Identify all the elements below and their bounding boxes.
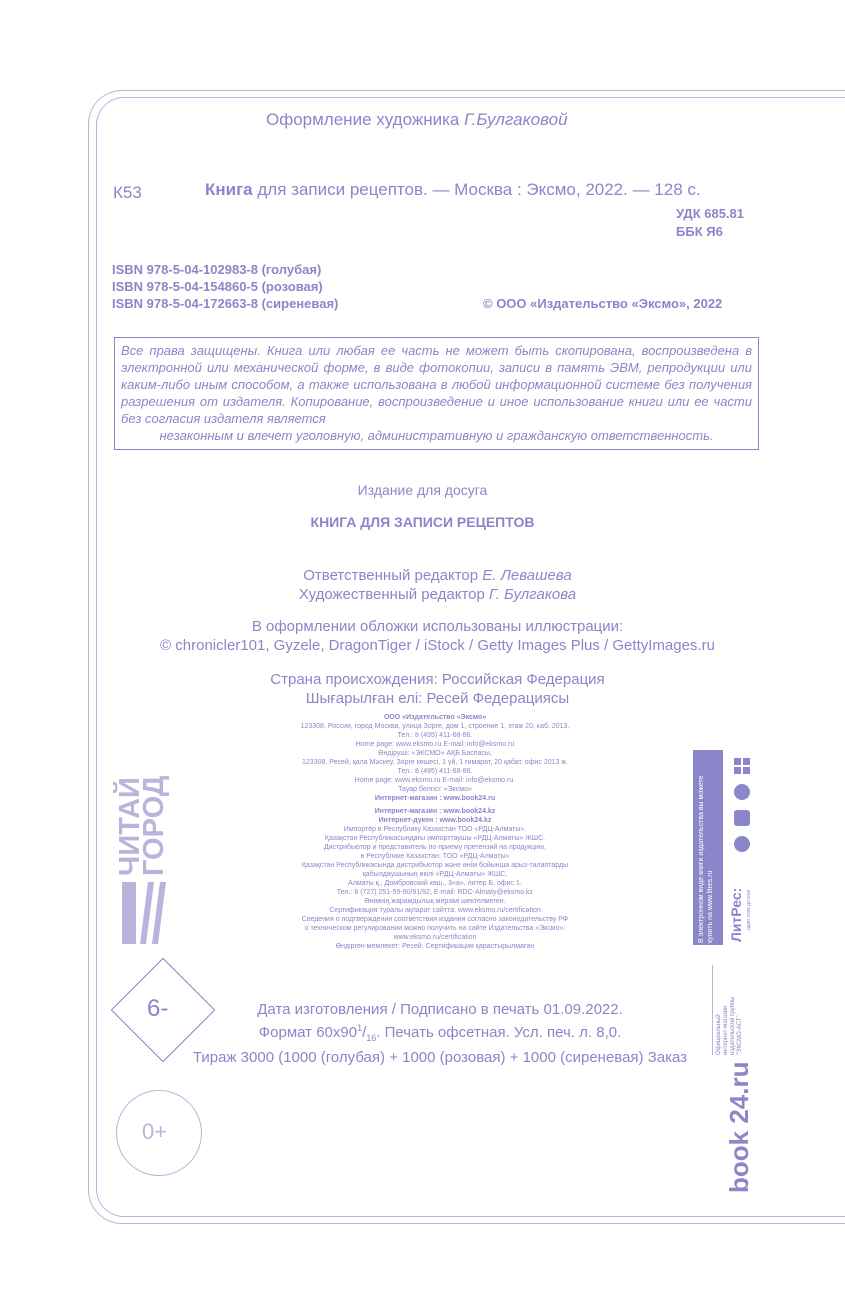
publisher-info-line: Өндіруші: «ЭКСМО» АҚБ Баспасы, bbox=[378, 750, 492, 757]
publisher-info-line: ООО «Издательство «Эксмо» bbox=[383, 714, 487, 721]
responsible-editor: Ответственный редактор Е. Левашева bbox=[303, 567, 572, 584]
book24-desc: Официальный интернет-магазин издательской группы "ЭКСМО-АСТ" bbox=[716, 996, 743, 1055]
publisher-info-line: Қазақстан Республикасында дистрибьютор және өнім бойынша арыз-талаптарды bbox=[301, 862, 569, 869]
book-title: КНИГА ДЛЯ ЗАПИСИ РЕЦЕПТОВ bbox=[310, 514, 535, 530]
age-rating-0: 0+ bbox=[142, 1119, 168, 1144]
publisher-info-line: Тел.: 8 (727) 251-59-90/91/92; E-mail: RDC-Almaty@eksmo.kz bbox=[336, 889, 534, 896]
book24-divider bbox=[712, 965, 713, 1055]
isbn-line: ISBN 978-5-04-102983-8 (голубая) bbox=[112, 262, 322, 277]
publisher-info-line: Өндірген мемлекет: Ресей. Сертификация қарастырылмаған bbox=[335, 943, 535, 950]
publisher-info-line: Тел.: 8 (495) 411-68-86. bbox=[397, 768, 473, 775]
publisher-info-line: www.eksmo.ru/certification bbox=[393, 934, 477, 941]
art-editor: Художественный редактор Г. Булгакова bbox=[298, 586, 577, 603]
chitai-gorod-logo bbox=[122, 882, 168, 944]
litres-text: В электронном виде книги издательства вы можете купить на www.litres.ru bbox=[698, 775, 714, 943]
blackberry-icon bbox=[734, 784, 750, 800]
print-info: Дата изготовления / Подписано в печать 01.09.2022. Формат $60х90^1/_{16}$. Печать офсетная. Усл. печ. л. 8,0. Тираж 3000 (1000 (голубая) + 1000 (розовая) + 1000 (сиреневая) Заказ bbox=[192, 1001, 688, 1066]
publisher-info-line: Алматы қ., Домбровский көш., 3«а», литер Б, офис 1. bbox=[348, 880, 522, 887]
publisher-info-line: Home page: www.eksmo.ru E-mail: info@eksmo.ru. bbox=[354, 777, 516, 784]
editors bbox=[0, 566, 845, 604]
publisher-info-line: Интернет-магазин : www.book24.ru bbox=[374, 795, 496, 802]
age-rating-6: 6- bbox=[147, 995, 169, 1022]
publisher-info-line: Интернет-дүкен : www.book24.kz bbox=[378, 817, 492, 824]
android-icon bbox=[734, 810, 750, 826]
publisher-info-line: Өнімнің жарамдылық мерзімі шектелмеген. bbox=[364, 898, 506, 905]
catalog-code: К53 bbox=[113, 183, 142, 202]
publisher-info-line: Импортёр в Республику Казахстан ТОО «РДЦ-Алматы». bbox=[343, 826, 527, 833]
apple-icon bbox=[734, 836, 750, 852]
publisher-info-line: 123308, Ресей, қала Мәскеу, Зорге көшесі, 1 үй, 1 ғимарат, 20 қабат, офис 2013 ж. bbox=[302, 759, 568, 766]
illustrations: В оформлении обложки использованы иллюстрации: © chronicler101, Gyzele, DragonTiger / iStock / Getty Images Plus / GettyImages.ru bbox=[160, 618, 715, 654]
publisher-info-line: в Республике Казахстан: ТОО «РДЦ-Алматы» bbox=[360, 853, 510, 860]
udk: УДК 685.81 bbox=[676, 206, 744, 221]
publisher-info-line: Сведения о подтверждении соответствия издания согласно законодательству РФ bbox=[301, 916, 569, 923]
designer-credit: Оформление художника Г.Булгаковой bbox=[266, 110, 568, 129]
publisher-info bbox=[240, 713, 630, 951]
isbn-line: ISBN 978-5-04-154860-5 (розовая) bbox=[112, 279, 323, 294]
catalog-title: Книга для записи рецептов. — Москва : Эксмо, 2022. — 128 с. bbox=[205, 180, 701, 199]
litres-brand: ЛитРес: bbox=[728, 887, 744, 942]
litres-slogan: один клик до книг bbox=[746, 889, 752, 930]
isbn-block bbox=[112, 261, 338, 312]
windows-icon bbox=[734, 758, 750, 774]
copyright: © ООО «Издательство «Эксмо», 2022 bbox=[483, 296, 723, 311]
publisher-info-line: Интернет-магазин : www.book24.kz bbox=[374, 808, 496, 815]
publisher-info-line: Сертификация туралы ақпарат сайтта: www.eksmo.ru/certification bbox=[329, 907, 541, 914]
publisher-info-line: о техническом регулировании можно получить на сайте Издательства «Эксмо»: bbox=[304, 925, 566, 932]
bbk: ББК Я6 bbox=[676, 224, 723, 239]
isbn-line: ISBN 978-5-04-172663-8 (сиреневая) bbox=[112, 296, 339, 311]
chitai-gorod-mark-icon bbox=[122, 882, 168, 944]
publisher-info-line: Тел.: 8 (495) 411-68-86. bbox=[397, 732, 473, 739]
edition-type: Издание для досуга bbox=[357, 482, 488, 498]
publisher-info-line: 123308, Россия, город Москва, улица Зорге, дом 1, строение 1, этаж 20, каб. 2013. bbox=[300, 723, 570, 730]
publisher-info-line: Дистрибьютор и представитель по приему претензий на продукцию, bbox=[323, 844, 547, 851]
rights-notice: Все права защищены. Книга или любая ее часть не может быть скопирована, воспроизведена в электронной или механической форме, в виде фотокопии, записи в память ЭВМ, репродукции или каким-либо иным способом, а также использована в любой информационной системе без получения разрешения от издателя. Копирование, воспроизведение и иное использование книги или ее части без согласия издателя является незаконным и влечет уголовную, административную и гражданскую ответственность. bbox=[114, 337, 759, 450]
origin: Страна происхождения: Российская Федерация Шығарылған елі: Ресей Федерациясы bbox=[270, 671, 605, 707]
publisher-info-line: Home page: www.eksmo.ru E-mail: info@eksmo.ru bbox=[355, 741, 515, 748]
publisher-info-line: қабылдаушының өкілі «РДЦ-Алматы» ЖШС, bbox=[362, 871, 508, 878]
book24-logo: book 24.ru bbox=[724, 1061, 754, 1193]
publisher-info-line: Қазақстан Республикасындағы импорттаушы «РДЦ-Алматы» ЖШС. bbox=[324, 835, 546, 842]
chitai-gorod-text: ЧИТАЙ ГОРОД bbox=[114, 775, 170, 876]
publisher-info-line: Тауар белгісі: «Эксмо» bbox=[398, 786, 472, 793]
